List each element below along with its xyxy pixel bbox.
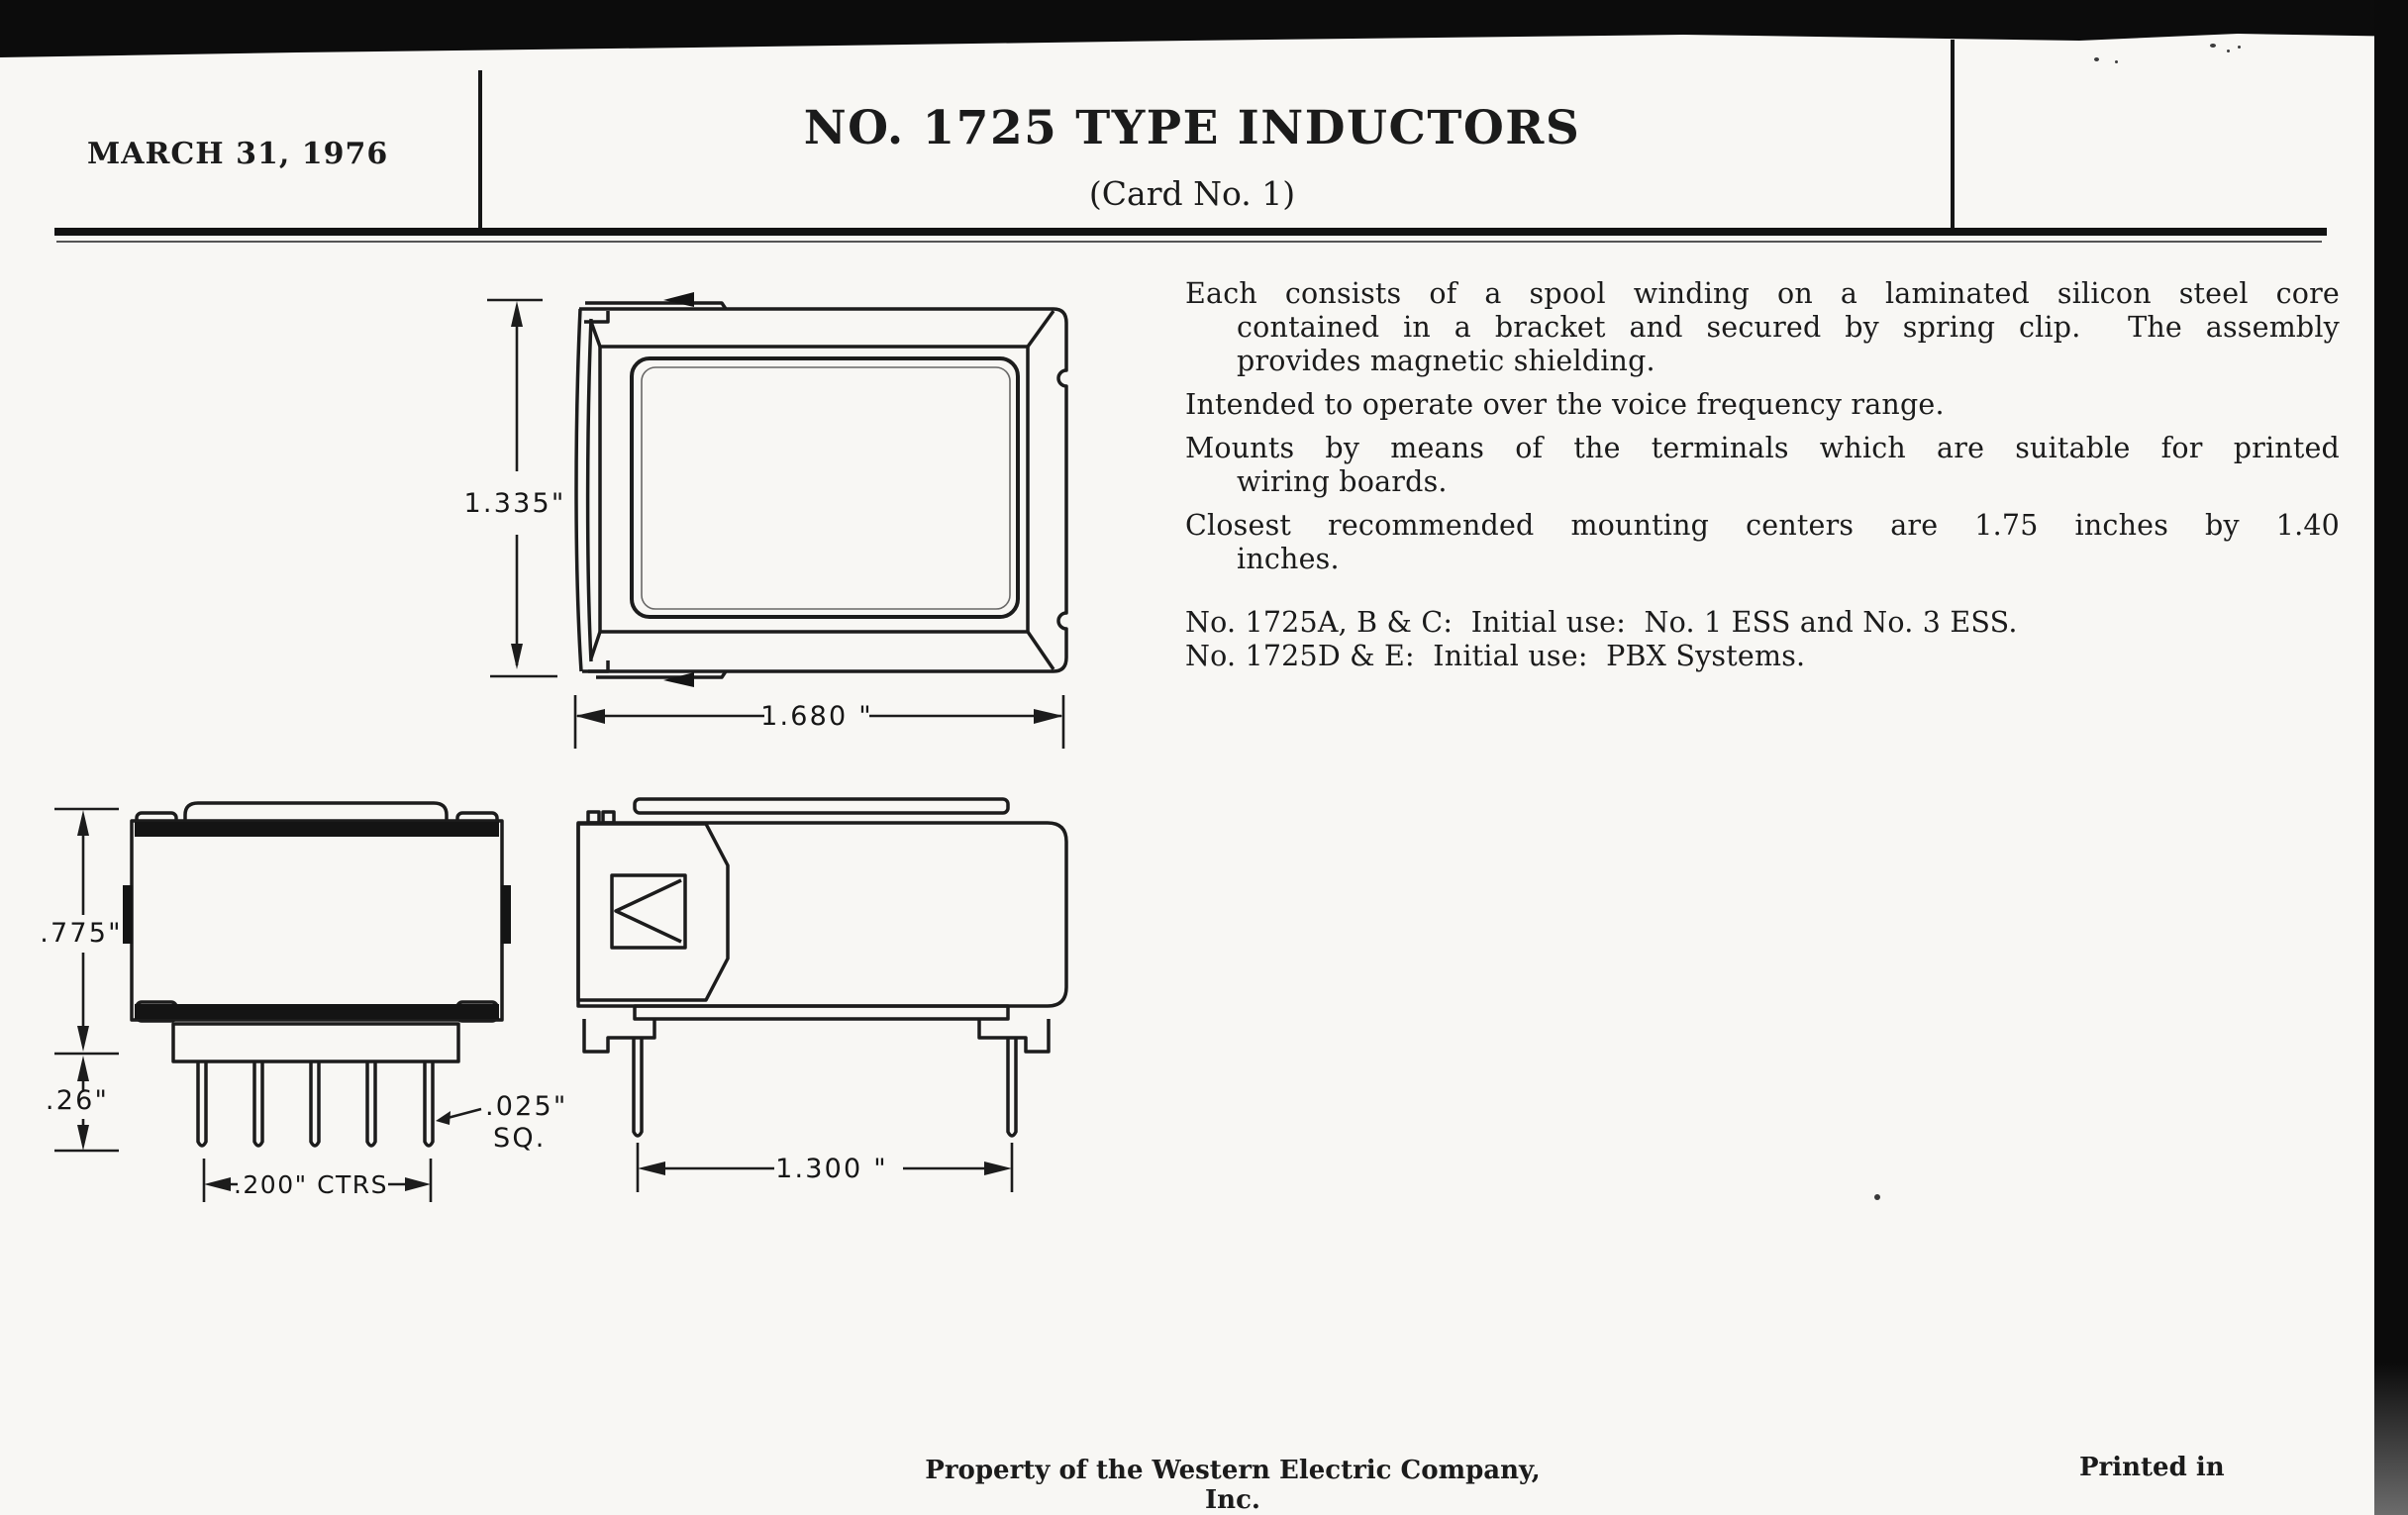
scan-speck — [2115, 60, 2118, 63]
side-lug-left — [123, 885, 133, 944]
scan-speck — [2227, 50, 2230, 52]
lamination-edge-top — [635, 799, 1008, 813]
side-view-outline — [578, 799, 1066, 1136]
scan-speck — [1874, 1194, 1880, 1200]
description-line: Closest recommended mounting centers are 1.75 inches by 1.40 — [1185, 509, 2340, 542]
page-subtitle: (Card No. 1) — [1088, 174, 1296, 213]
side-lug-right — [501, 885, 511, 944]
lamination-edge-bottom — [635, 1006, 1008, 1019]
issue-date: MARCH 31, 1976 — [87, 137, 389, 171]
description-line: Mounts by means of the terminals which are suitable for printed — [1185, 432, 2340, 464]
dimension-pin-pitch-200 — [204, 1159, 431, 1202]
header-rule-thin — [56, 241, 2322, 243]
dimension-height-775 — [40, 809, 123, 1054]
top-view-figure — [416, 267, 1109, 762]
dimension-label: 1.335" — [463, 488, 566, 519]
dimension-label: .200" CTRS — [233, 1170, 389, 1199]
dimension-width-1680 — [575, 695, 1063, 749]
bracket-body — [132, 821, 502, 1020]
description-paragraph — [1185, 509, 2340, 576]
dimension-pin-length-26 — [46, 1056, 119, 1151]
header-divider-right — [1951, 40, 1955, 230]
top-view-outline — [576, 292, 1066, 687]
scan-top-edge-bar — [0, 0, 2408, 59]
mounting-foot-right — [979, 1019, 1049, 1052]
base-plate — [173, 1024, 458, 1061]
dimension-label: .26" — [45, 1085, 110, 1116]
scan-speck — [2210, 44, 2216, 48]
dimension-label: SQ. — [493, 1123, 547, 1154]
header-divider-left — [478, 70, 482, 230]
front-view-outline — [123, 803, 511, 1146]
terminal-pins — [198, 1061, 433, 1146]
initial-use-notes — [1185, 606, 2340, 673]
dimension-label: .775" — [40, 918, 123, 949]
description-line: provides magnetic shielding. — [1237, 345, 1656, 377]
scan-speck — [2238, 46, 2241, 49]
description-paragraph — [1185, 277, 2340, 378]
note-line: No. 1725A, B & C: Initial use: No. 1 ESS and No. 3 ESS. — [1185, 606, 2018, 639]
inductor-body — [578, 823, 1066, 1006]
spring-clip-tab-bottom — [663, 672, 694, 687]
description-line: wiring boards. — [1237, 465, 1448, 498]
dimension-pin-span-1300 — [638, 1143, 1012, 1192]
description-line: inches. — [1237, 543, 1340, 575]
property-notice: Property of the Western Electric Company, Inc. — [925, 1456, 1541, 1515]
mounting-foot-left — [584, 1019, 654, 1052]
front-view-figure — [20, 782, 574, 1218]
description-line: Each consists of a spool winding on a laminated silicon steel core — [1185, 277, 2340, 310]
description-line: contained in a bracket and secured by spring clip. The assembly — [1237, 311, 2340, 344]
dimension-label: 1.300 " — [775, 1154, 888, 1184]
description-block — [1185, 277, 2340, 673]
spring-clip-plate — [578, 824, 728, 1000]
scan-speck — [2094, 57, 2099, 61]
dimension-label: 1.680 " — [760, 701, 873, 732]
note-line: No. 1725D & E: Initial use: PBX Systems. — [1185, 640, 1806, 672]
description-line: Intended to operate over the voice frequency range. — [1185, 388, 1945, 421]
printed-notice: Printed in — [2079, 1453, 2225, 1482]
dimension-label: .025" — [485, 1091, 568, 1122]
side-view-figure — [554, 782, 1109, 1218]
page-title: NO. 1725 TYPE INDUCTORS — [803, 101, 1581, 155]
description-paragraph — [1185, 432, 2340, 499]
lamination-bar-top — [135, 822, 499, 837]
header-rule-thick — [54, 228, 2327, 236]
terminal-pins — [634, 1039, 1016, 1136]
description-paragraph — [1185, 388, 2340, 422]
scan-right-edge-bar — [2374, 0, 2408, 1515]
callout-terminal-size — [436, 1091, 568, 1154]
dimension-height-1335 — [464, 300, 566, 676]
clip-window-triangle — [616, 880, 681, 942]
lamination-bar-bottom — [135, 1004, 499, 1019]
